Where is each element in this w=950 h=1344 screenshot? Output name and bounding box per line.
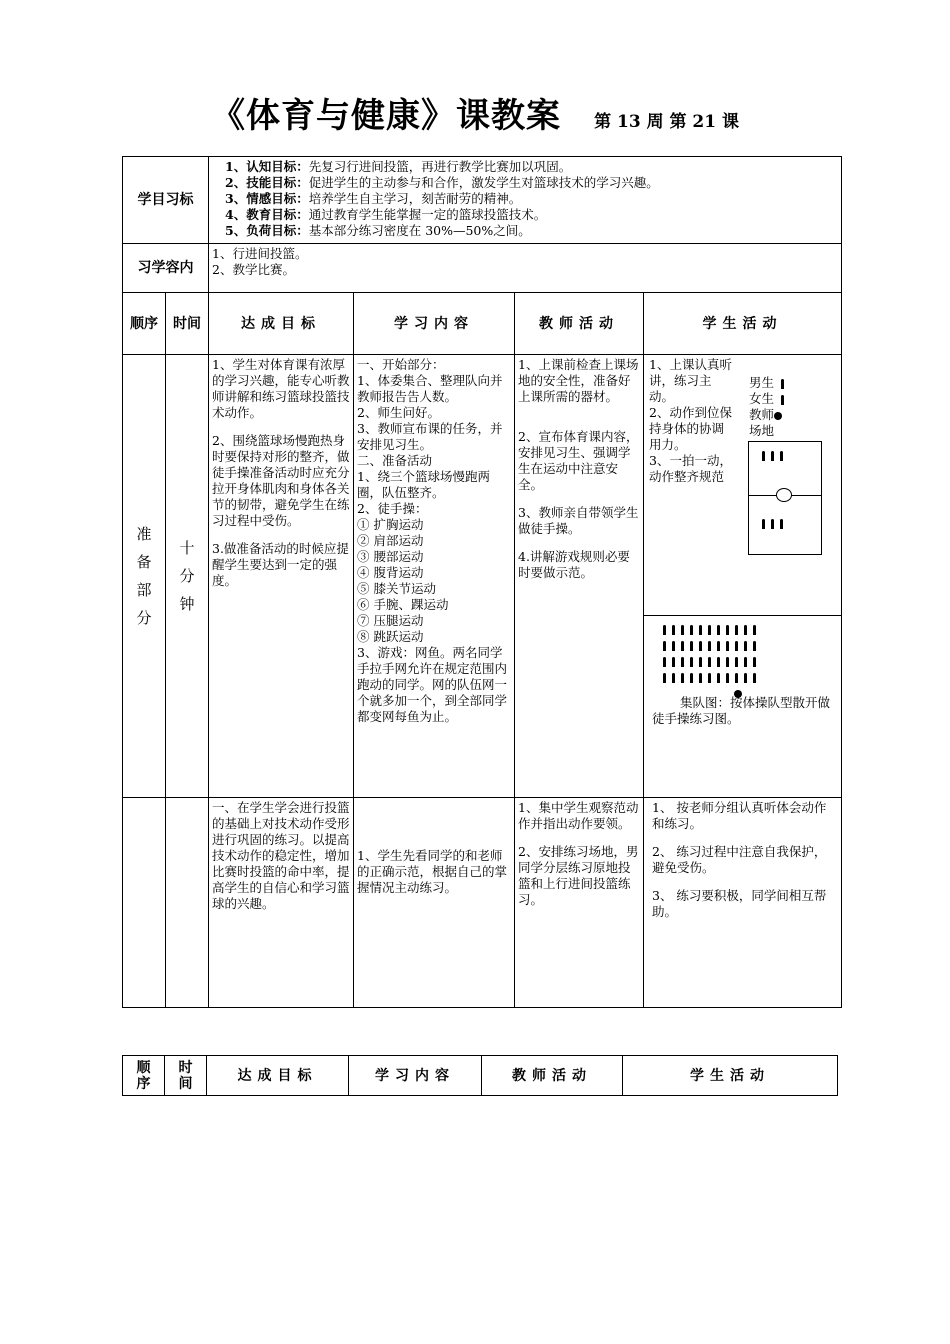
content-list (209, 244, 842, 293)
content-label: 习学容内 (123, 244, 209, 293)
header-goal-2: 达成目标 (207, 1056, 349, 1096)
formation-diagram (660, 621, 830, 701)
objectives-label: 学目习标 (123, 157, 209, 244)
female-icon (781, 395, 784, 405)
header-study: 学习内容 (354, 293, 515, 355)
basic-teacher: 1、集中学生观察范动作并指出动作要领。 2、安排练习场地，男同学分层练习原地投篮和上行进间投篮练习。 (515, 798, 644, 1008)
content-item: 2、教学比赛。 (212, 262, 295, 277)
male-icon (781, 379, 784, 389)
formation-caption: 集队图：按体操队型散开做徒手操练习图。 (652, 695, 831, 726)
title-week-lesson: 第 13 周 第 21 课 (594, 112, 739, 132)
objectives-list (209, 157, 842, 244)
prep-order: 准备部分 (123, 355, 166, 798)
objective-item: 4、教育目标：通过教育学生能掌握一定的篮球投篮技术。 (225, 207, 547, 222)
basic-goals: 一、在学生学会进行投篮的基础上对技术动作受形进行巩固的练习。以提高技术动作的稳定性，增加比赛时投篮的命中率，提高学生的自信心和学习篮球的兴趣。 (209, 798, 354, 1008)
basic-time (166, 798, 209, 1008)
content-item: 1、行进间投篮。 (212, 246, 308, 261)
page-title (0, 88, 950, 137)
header-order-2: 顺序 (123, 1056, 165, 1096)
court-diagram (748, 441, 822, 555)
basic-order (123, 798, 166, 1008)
header-order: 顺序 (123, 293, 166, 355)
prep-goals: 1、学生对体育课有浓厚的学习兴趣，能专心听教师讲解和练习篮球投篮技术动作。 2、围绕篮球场慢跑热身时要保持对形的整齐，做徒手操准备活动时应充分拉开身体肌肉和身体各关节的韧带，避免学生在练习过程中受伤。 3.做准备活动的时候应提醒学生要达到一定的强度。 (209, 355, 354, 798)
header-student-2: 学生活动 (623, 1056, 838, 1096)
header-teacher: 教师活动 (515, 293, 644, 355)
prep-study: 一、开始部分： 1、体委集合、整理队向并教师报告告人数。 2、师生问好。 3、教师宣布课的任务，并安排见习生。 二、准备活动 1、绕三个篮球场慢跑两圈，队伍整齐。 2、徒手操： ① 扩胸运动 ② 肩部运动 ③ 腰部运动 ④ 腹背运动 ⑤ 膝关节运动 ⑥ 手腕、踝运动 ⑦ 压腿运动 ⑧ 跳跃运动 3、游戏：网鱼。两名同学手拉手网允许在规定范围内跑动的同学。网的队伍网一个就多加一个，到全部同学都变网每鱼为止。 (354, 355, 515, 798)
legend: 男生 女生 教师 场地 (749, 375, 787, 439)
header-student: 学生活动 (644, 293, 842, 355)
header-time: 时间 (166, 293, 209, 355)
objective-item: 5、负荷目标：基本部分练习密度在 30%—50%之间。 (225, 223, 531, 238)
header-time-2: 时间 (165, 1056, 207, 1096)
objective-item: 3、情感目标：培养学生自主学习，刻苦耐劳的精神。 (225, 191, 522, 206)
header-study-2: 学习内容 (349, 1056, 482, 1096)
header-goal: 达成目标 (209, 293, 354, 355)
prep-teacher: 1、上课前检查上课场地的安全性，准备好上课所需的器材。 2、宣布体育课内容，安排见习生、强调学生在运动中注意安全。 3、教师亲自带领学生做徒手操。 4.讲解游戏规则必要时要做示范。 (515, 355, 644, 798)
basic-study: 1、学生先看同学的和老师的正确示范，根据自己的掌握情况主动练习。 (354, 798, 515, 1008)
prep-student-with-diagram: 1、上课认真听讲，练习主动。 2、动作到位保持身体的协调用力。 3、一拍一动，动作整齐规范 男生 女生 教师 场地 集队图：按体操队型散开做徒手操练习图。 (644, 355, 842, 798)
title-main: 《体育与健康》课教案 (210, 96, 561, 136)
header-teacher-2: 教师活动 (482, 1056, 623, 1096)
teacher-icon (774, 412, 782, 420)
basic-student: 1、 按老师分组认真听体会动作和练习。 2、 练习过程中注意自我保护，避免受伤。 3、 练习要积极，同学间相互帮助。 (644, 798, 842, 1008)
lesson-plan-table (122, 156, 842, 1008)
objective-item: 2、技能目标：促进学生的主动参与和合作，激发学生对篮球技术的学习兴趣。 (225, 175, 659, 190)
prep-time: 十分钟 (166, 355, 209, 798)
continuation-header-table (122, 1055, 838, 1096)
objective-item: 1、认知目标：先复习行进间投篮，再进行教学比赛加以巩固。 (225, 159, 572, 174)
